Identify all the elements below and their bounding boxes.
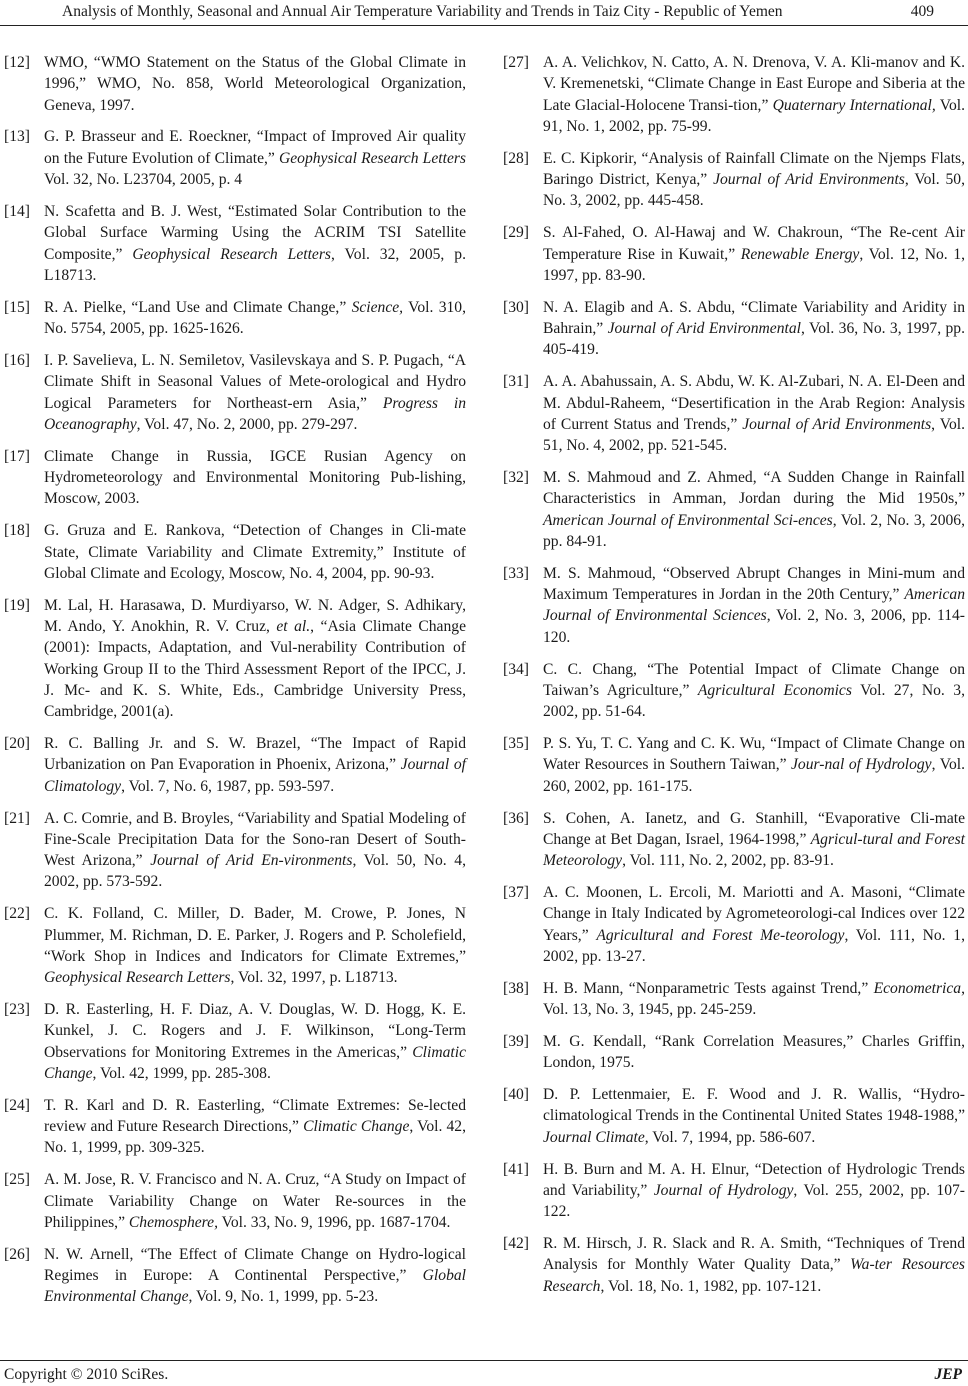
reference-entry <box>503 222 965 286</box>
reference-text-part: , Vol. 42, No. 1, 1999, pp. 309-325. <box>44 1118 466 1157</box>
header-rule <box>0 25 968 26</box>
reference-text-part: , Vol. 2, No. 3, 2006, pp. 114-120. <box>543 607 965 646</box>
reference-text-part: R. M. Hirsch, J. R. Slack and R. A. Smith, “Techniques of Trend Analysis for Monthly Water Quality Data,” <box>543 1235 965 1274</box>
running-title: Analysis of Monthly, Seasonal and Annual Air Temperature Variability and Trends in Taiz City - Republic of Yemen <box>62 3 783 20</box>
reference-text <box>543 1233 965 1297</box>
reference-entry <box>4 1244 466 1308</box>
reference-text <box>543 733 965 797</box>
reference-text-part: H. B. Mann, “Nonparametric Tests against Trend,” <box>543 979 874 997</box>
reference-text-part: , “Asia Climate Change (2001): Impacts, Adaptation, and Vul-nerability Contribution of Working Group II to the Third Assessment Report of the IPCC, J. J. Mc- and K. S. White, Eds., Cambridge University Press, Cambridge, 2001(a). <box>44 617 466 721</box>
reference-source-italic: Geophysical Research Letters <box>132 245 331 263</box>
reference-source-italic: Journal of Arid En-vironments <box>150 852 353 870</box>
reference-number: [39] <box>503 1033 529 1050</box>
reference-text-part: Vol. 310, No. 5754, 2005, pp. 1625-1626. <box>44 298 466 338</box>
reference-text <box>543 1031 965 1074</box>
reference-entry <box>503 1233 965 1297</box>
reference-text-part: , Vol. 50, No. 3, 2002, pp. 445-458. <box>543 171 965 210</box>
reference-text-part: , Vol. 50, No. 4, 2002, pp. 573-592. <box>44 852 466 891</box>
reference-text <box>543 1159 965 1223</box>
reference-text-part: A. C. Moonen, L. Ercoli, M. Mariotti and A. Masoni, “Climate Change in Italy Indicated by Agrometeorologi-cal Indices over 122 Years,” <box>543 884 965 944</box>
reference-text-part: , Vol. 2, No. 3, 2006, pp. 84-91. <box>543 511 965 550</box>
reference-text <box>44 733 466 797</box>
reference-number: [24] <box>4 1096 30 1114</box>
reference-source-italic: Global Environmental Change <box>44 1267 466 1306</box>
reference-source-italic: Agricultural Economics <box>697 681 852 699</box>
reference-number: [16] <box>4 351 30 369</box>
reference-text <box>44 520 466 584</box>
reference-text-part: , Vol. 36, No. 3, 1997, pp. 405-419. <box>543 320 965 359</box>
reference-source-italic: Wa-ter Resources Research <box>543 1256 965 1295</box>
reference-source-italic: Econometrica <box>873 979 962 997</box>
reference-number: [35] <box>503 735 529 753</box>
page-number: 409 <box>910 3 934 20</box>
reference-entry <box>503 297 965 361</box>
reference-number: [32] <box>503 469 529 487</box>
reference-number: [37] <box>503 884 529 902</box>
reference-text-part: , Vol. 111, No. 2, 2002, pp. 83-91. <box>622 852 834 870</box>
reference-source-italic: Journal of Climatology <box>44 756 466 795</box>
reference-entry <box>4 1169 466 1233</box>
reference-text-part: R. A. Pielke, “Land Use and Climate Change,” <box>44 298 352 316</box>
reference-source-italic: American Journal of Environmental Sciences <box>543 586 965 625</box>
reference-entry <box>4 999 466 1084</box>
copyright-notice: Copyright © 2010 SciRes. <box>4 1366 169 1383</box>
reference-text-part: P. S. Yu, T. C. Yang and C. K. Wu, “Impact of Climate Change on Water Resources in Southern Taiwan,” <box>543 735 965 774</box>
reference-text-part: G. Gruza and E. Rankova, “Detection of Changes in Cli-mate State, Climate Variability and Climate Extremity,” Institute of Global Climate and Ecology, Moscow, No. 4, 2004, pp. 90-93. <box>44 522 466 582</box>
reference-number: [14] <box>4 202 30 220</box>
reference-number: [18] <box>4 522 30 540</box>
reference-text <box>44 999 466 1084</box>
reference-entry <box>503 563 965 648</box>
reference-text-part: M. S. Mahmoud, “Observed Abrupt Changes in Mini-mum and Maximum Temperatures in Jordan in the 20th Century,” <box>543 564 965 604</box>
reference-source-italic: Journal of Arid Environments <box>713 171 905 189</box>
reference-source-italic: Progress in Oceanography <box>44 394 466 433</box>
reference-number: [22] <box>4 905 30 923</box>
references-right-column <box>503 52 965 1308</box>
reference-entry <box>4 446 466 510</box>
reference-entry <box>503 808 965 872</box>
reference-entry <box>503 882 965 967</box>
reference-number: [28] <box>503 149 529 167</box>
reference-source-italic: Agricul-tural and Forest Meteorology <box>543 830 965 870</box>
journal-abbreviation: JEP <box>934 1366 962 1383</box>
reference-text-part: Vol. 33, No. 9, 1996, pp. 1687-1704. <box>217 1213 451 1231</box>
reference-text-part: , Vol. 47, No. 2, 2000, pp. 279-297. <box>136 415 358 433</box>
reference-text-part: A. M. Jose, R. V. Francisco and N. A. Cruz, “A Study on Impact of Climate Variability Change on Water Re-sources in the Philippines,” <box>44 1171 466 1231</box>
reference-text-part: , Vol. 18, No. 1, 1982, pp. 107-121. <box>600 1277 822 1295</box>
reference-number: [31] <box>503 373 529 391</box>
reference-text-part: N. A. Elagib and A. S. Abdu, “Climate Variability and Aridity in Bahrain,” <box>543 298 965 338</box>
reference-number: [20] <box>4 735 30 753</box>
reference-number: [19] <box>4 596 30 614</box>
reference-entry <box>4 350 466 435</box>
reference-entry <box>503 733 965 797</box>
reference-entry <box>4 595 466 723</box>
reference-number: [21] <box>4 809 30 827</box>
reference-text <box>543 563 965 648</box>
reference-entry <box>4 903 466 988</box>
reference-text <box>543 882 965 967</box>
reference-text <box>543 659 965 723</box>
reference-number: [34] <box>503 660 529 678</box>
reference-number: [33] <box>503 564 529 582</box>
reference-text-part: D. P. Lettenmaier, E. F. Wood and J. R. Wallis, “Hydro-climatological Trends in the Continental United States 1948-1988,” <box>543 1086 965 1125</box>
reference-source-italic: Quaternary International, <box>772 96 936 114</box>
reference-text <box>543 978 965 1021</box>
reference-source-italic: Journal of Arid Environments <box>742 415 932 433</box>
reference-number: [30] <box>503 298 529 316</box>
reference-entry <box>503 978 965 1021</box>
reference-text-part: C. C. Chang, “The Potential Impact of Climate Change on Taiwan’s Agriculture,” <box>543 660 965 699</box>
reference-text <box>44 903 466 988</box>
reference-text-part: , Vol. 7, 1994, pp. 586-607. <box>644 1128 816 1146</box>
reference-text <box>543 467 965 552</box>
reference-text-part: M. S. Mahmoud and Z. Ahmed, “A Sudden Change in Rainfall Characteristics in Amman, Jordan during the Mid 1950s,” <box>543 469 965 508</box>
reference-number: [25] <box>4 1171 30 1189</box>
reference-text-part: , Vol. 111, No. 1, 2002, pp. 13-27. <box>543 926 965 965</box>
reference-text-part: Vol. 32, No. L23704, 2005, p. 4 <box>44 171 243 189</box>
reference-number: [40] <box>503 1086 529 1104</box>
reference-source-italic: Geophysical Research Letters <box>44 969 231 987</box>
reference-text <box>543 222 965 286</box>
reference-text-part: N. W. Arnell, “The Effect of Climate Change on Hydro-logical Regimes in Europe: A Continental Perspective,” <box>44 1245 466 1285</box>
reference-text-part: S. Cohen, A. Ianetz, and G. Stanhill, “Evaporative Cli-mate Change at Bet Dagan, Israel, 1964-1998,” <box>543 809 965 848</box>
reference-text <box>44 126 466 190</box>
reference-text <box>543 371 965 456</box>
reference-source-italic: Jour-nal of Hydrology <box>791 756 932 774</box>
reference-text <box>44 808 466 893</box>
reference-entry <box>503 371 965 456</box>
reference-text-part: WMO, “WMO Statement on the Status of the Global Climate in 1996,” WMO, No. 858, World Meteorological Organization, Geneva, 1997. <box>44 54 466 114</box>
page-footer <box>0 1365 968 1385</box>
reference-text-part: A. C. Comrie, and B. Broyles, “Variability and Spatial Modeling of Fine-Scale Precipitation Data for the Sono-ran Desert of South-West Arizona,” <box>44 809 466 870</box>
reference-text-part: Vol. 27, No. 3, 2002, pp. 51-64. <box>543 681 966 721</box>
reference-text-part: R. C. Balling Jr. and S. W. Brazel, “The Impact of Rapid Urbanization on Pan Evaporation in Phoenix, Arizona,” <box>44 735 466 774</box>
reference-text-part: , Vol. 260, 2002, pp. 161-175. <box>543 756 965 795</box>
page-header <box>0 0 968 24</box>
reference-text-part: D. R. Easterling, H. F. Diaz, A. V. Douglas, W. D. Hogg, K. E. Kunkel, J. C. Rogers and J. F. Wilkinson, “Long-Term Observations for Monitoring Extremes in the Americas,” <box>44 1001 466 1061</box>
reference-text <box>543 297 965 361</box>
reference-text-part: Climate Change in Russia, IGCE Rusian Agency on Hydrometeorology and Environmental Monitoring Pub-lishing, Moscow, 2003. <box>44 447 466 508</box>
reference-entry <box>503 659 965 723</box>
reference-source-italic: Renewable Energy <box>740 245 860 263</box>
reference-number: [29] <box>503 224 529 242</box>
reference-entry <box>503 52 965 137</box>
reference-text-part: S. Al-Fahed, O. Al-Hawaj and W. Chakroun, “The Re-cent Air Temperature Rise in Kuwait,” <box>543 224 965 263</box>
reference-text-part: , Vol. 7, No. 6, 1987, pp. 593-597. <box>121 777 335 795</box>
reference-entry <box>4 733 466 797</box>
reference-source-italic: Journal of Hydrology <box>653 1181 794 1199</box>
reference-text-part: , Vol. 255, 2002, pp. 107-122. <box>543 1181 965 1221</box>
reference-text-part: H. B. Burn and M. A. H. Elnur, “Detection of Hydrologic Trends and Variability,” <box>543 1160 965 1199</box>
reference-text-part: , Vol. 32, 1997, p. L18713. <box>230 969 398 987</box>
reference-text-part: A. A. Velichkov, N. Catto, A. N. Drenova, V. A. Kli-manov and K. V. Kremenetski, “Climate Change in East Europe and Siberia at the Late Glacial-Holocene Transi-tion,” <box>543 54 965 114</box>
footer-rule <box>0 1360 968 1361</box>
reference-text-part: , Vol. 13, No. 3, 1945, pp. 245-259. <box>543 979 965 1019</box>
reference-text-part: T. R. Karl and D. R. Easterling, “Climate Extremes: Se-lected review and Future Research Directions,” <box>44 1096 466 1136</box>
reference-number: [27] <box>503 54 529 71</box>
reference-text-part: M. Lal, H. Harasawa, D. Murdiyarso, W. N. Adger, S. Adhikary, M. Ando, Y. Anokhin, R. V. Cruz, <box>44 596 466 635</box>
reference-entry <box>503 467 965 552</box>
reference-entry <box>503 1159 965 1223</box>
reference-text <box>543 148 965 212</box>
reference-text-part: E. C. Kipkorir, “Analysis of Rainfall Climate on the Njemps Flats, Baringo District, Kenya,” <box>543 149 965 189</box>
reference-text-part: , Vol. 12, No. 1, 1997, pp. 83-90. <box>543 245 966 284</box>
reference-text-part: M. G. Kendall, “Rank Correlation Measures,” Charles Griffin, London, 1975. <box>543 1033 965 1072</box>
reference-source-italic: Geophysical Research Letters <box>278 149 466 167</box>
reference-text-part: G. P. Brasseur and E. Roeckner, “Impact of Improved Air quality on the Future Evolution of Climate,” <box>44 128 466 167</box>
reference-source-italic: Climatic Change <box>44 1043 466 1082</box>
reference-source-italic: Agricultural and Forest Me-teorology <box>596 926 845 944</box>
reference-number: [38] <box>503 979 529 997</box>
reference-source-italic: American Journal of Environmental Sci-ences <box>543 511 833 529</box>
reference-text <box>44 52 466 116</box>
reference-number: [17] <box>4 447 30 465</box>
reference-source-italic: et al. <box>276 617 311 635</box>
reference-source-italic: Journal Climate <box>543 1128 645 1146</box>
reference-number: [36] <box>503 809 529 827</box>
reference-text-part: , Vol. 9, No. 1, 1999, pp. 5-23. <box>188 1288 379 1306</box>
reference-text <box>44 1095 466 1159</box>
reference-source-italic: Journal of Arid Environmental <box>607 320 801 338</box>
reference-number: [12] <box>4 54 30 71</box>
reference-number: [23] <box>4 1001 30 1019</box>
reference-number: [13] <box>4 128 30 146</box>
reference-number: [26] <box>4 1245 30 1263</box>
reference-text <box>44 1244 466 1308</box>
reference-text-part: , Vol. 32, 2005, p. L18713. <box>44 245 466 284</box>
reference-text-part: , Vol. 42, 1999, pp. 285-308. <box>92 1065 271 1082</box>
reference-text <box>44 201 466 286</box>
reference-entry <box>4 52 466 116</box>
reference-text <box>44 446 466 510</box>
reference-entry <box>4 520 466 584</box>
reference-text-part: Vol. 91, No. 1, 2002, pp. 75-99. <box>543 96 965 135</box>
reference-entry <box>503 1031 965 1074</box>
reference-source-italic: Chemosphere, <box>128 1213 218 1231</box>
reference-text <box>44 1169 466 1233</box>
reference-text-part: I. P. Savelieva, L. N. Semiletov, Vasilevskaya and S. P. Pugach, “A Climate Shift in Seasonal Values of Mete-orological and Hydro Logical Parameters for Northeast-ern Asia,” <box>44 351 466 412</box>
reference-source-italic: Science, <box>351 298 404 316</box>
reference-entry <box>4 297 466 340</box>
reference-entry <box>4 126 466 190</box>
reference-number: [42] <box>503 1235 529 1253</box>
reference-entry <box>503 148 965 212</box>
references-left-column <box>4 52 466 1318</box>
reference-text <box>44 350 466 435</box>
reference-text <box>543 52 965 137</box>
reference-text-part: N. Scafetta and B. J. West, “Estimated Solar Contribution to the Global Surface Warming Using the ACRIM TSI Satellite Composite,” <box>44 202 466 263</box>
reference-text <box>44 595 466 723</box>
reference-entry <box>4 808 466 893</box>
reference-source-italic: Climatic Change <box>303 1118 410 1136</box>
reference-text-part: C. K. Folland, C. Miller, D. Bader, M. Crowe, P. Jones, N Plummer, M. Richman, D. E. Parker, J. Rogers and P. Scholefield, “Work Shop in Indices and Indicators for Climate Extremes,” <box>44 905 466 965</box>
reference-text <box>543 808 965 872</box>
reference-text-part: , Vol. 51, No. 4, 2002, pp. 521-545. <box>543 415 966 455</box>
reference-text <box>543 1084 965 1148</box>
reference-text <box>44 297 466 340</box>
reference-number: [15] <box>4 298 30 316</box>
reference-text-part: A. A. Abahussain, A. S. Abdu, W. K. Al-Zubari, N. A. El-Deen and M. Abdul-Raheem, “Desertification in the Arab Region: Analysis of Current Status and Trends,” <box>543 373 965 433</box>
reference-entry <box>4 1095 466 1159</box>
reference-entry <box>4 201 466 286</box>
reference-entry <box>503 1084 965 1148</box>
reference-number: [41] <box>503 1160 529 1178</box>
